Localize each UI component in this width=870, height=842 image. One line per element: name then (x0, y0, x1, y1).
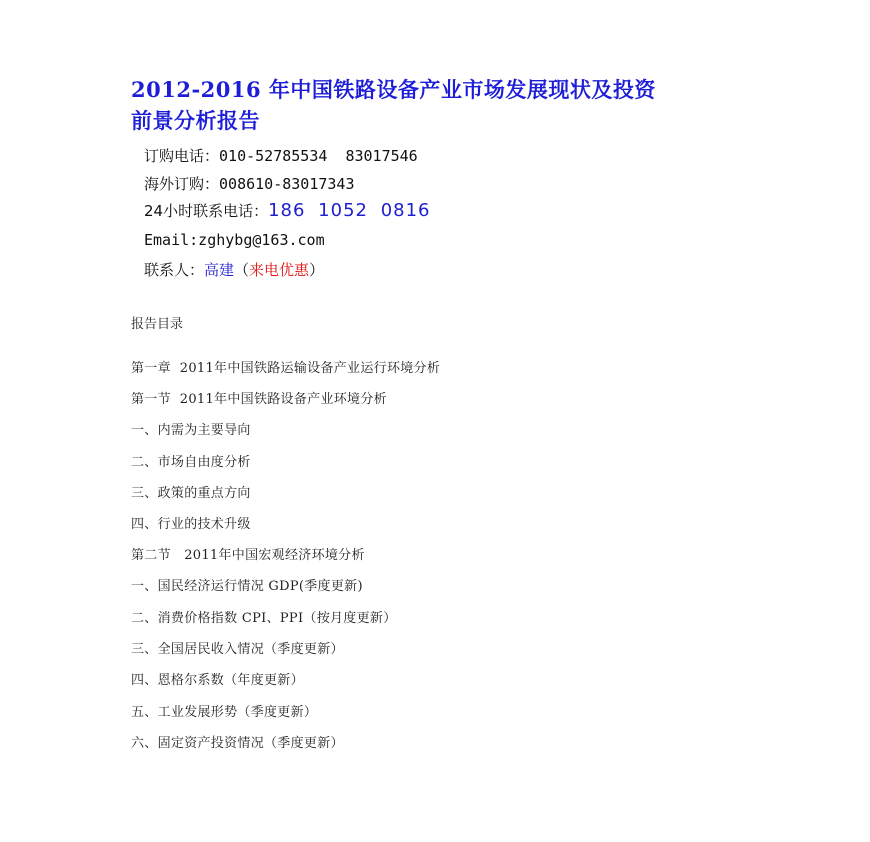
contact-person-line (144, 259, 324, 280)
order-phone-number: 010-52785534 83017546 (219, 147, 418, 165)
toc-item: 二、市场自由度分析 (131, 455, 251, 470)
toc-item: 二、消费价格指数 CPI、PPI（按月度更新） (131, 611, 397, 626)
contact-person-label: 联系人： (144, 261, 205, 279)
order-phone-label: 订购电话： (144, 147, 220, 165)
toc-item: 六、固定资产投资情况（季度更新） (131, 736, 344, 751)
order-phone-line (144, 145, 418, 166)
hotline-line (144, 200, 431, 221)
toc-item: 四、恩格尔系数（年度更新） (131, 673, 304, 688)
toc-item: 第一节 2011年中国铁路设备产业环境分析 (131, 392, 387, 407)
toc-item: 第二节 2011年中国宏观经济环境分析 (131, 548, 365, 563)
overseas-order-number: 008610-83017343 (219, 175, 355, 193)
toc-item: 第一章 2011年中国铁路运输设备产业运行环境分析 (131, 361, 441, 376)
contact-person-name: 高建 (204, 261, 235, 279)
report-title (131, 74, 741, 136)
promo-paren-open: （ (234, 261, 250, 279)
hotline-label: 24小时联系电话： (144, 202, 269, 220)
promo-paren-close: ） (309, 261, 325, 279)
overseas-order-line (144, 173, 354, 194)
toc-item: 一、内需为主要导向 (131, 423, 251, 438)
report-title-line-2: 前景分析报告 (131, 108, 260, 133)
email-line: Email:zghybg@163.com (144, 231, 325, 249)
promo-text: 来电优惠 (249, 261, 310, 279)
toc-item: 三、政策的重点方向 (131, 486, 251, 501)
toc-item: 一、国民经济运行情况 GDP(季度更新) (131, 579, 363, 594)
overseas-order-label: 海外订购： (144, 175, 220, 193)
toc-item: 五、工业发展形势（季度更新） (131, 705, 318, 720)
toc-heading: 报告目录 (131, 317, 184, 332)
toc-item: 四、行业的技术升级 (131, 517, 251, 532)
hotline-number: 186 1052 0816 (268, 200, 431, 221)
report-title-line-1: 2012-2016 年中国铁路设备产业市场发展现状及投资 (131, 77, 656, 102)
toc-item: 三、全国居民收入情况（季度更新） (131, 642, 344, 657)
